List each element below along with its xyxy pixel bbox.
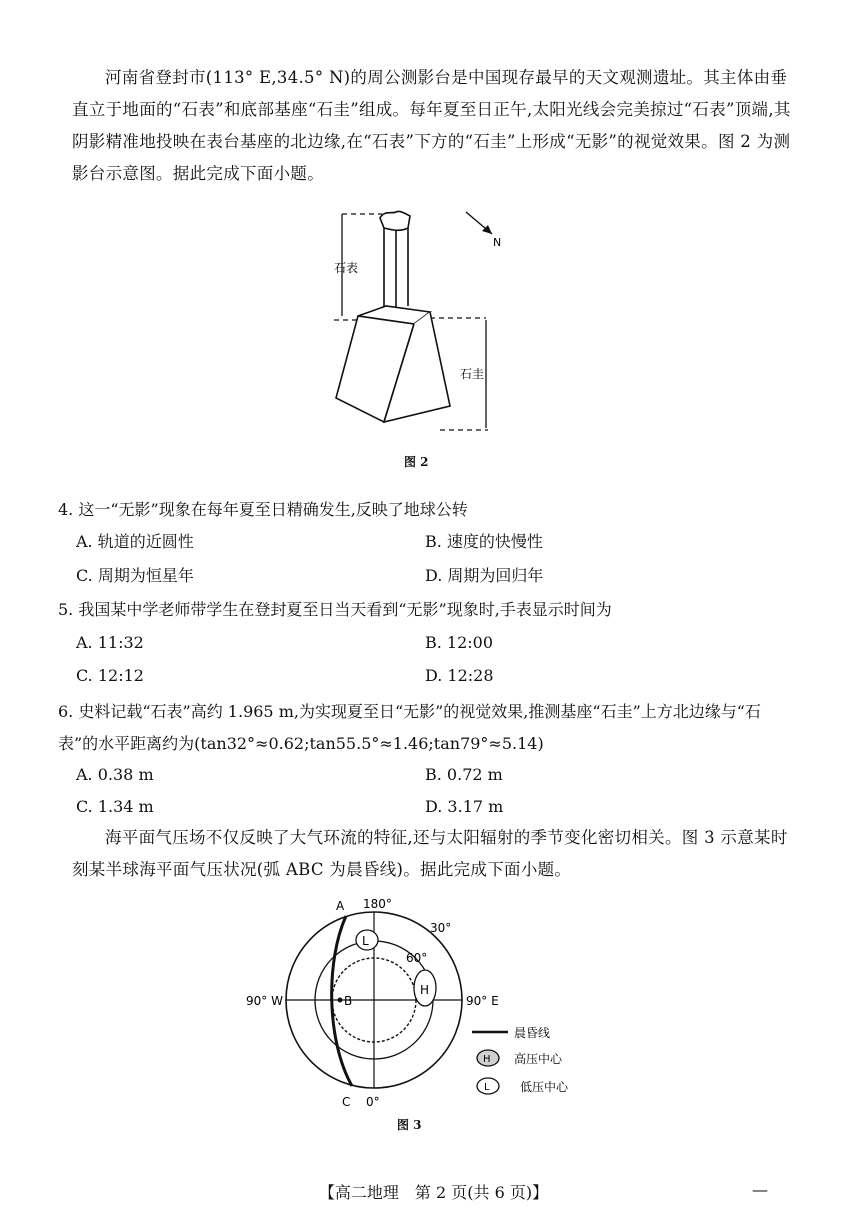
- legend-high-pressure-label: 高压中心: [514, 1052, 563, 1066]
- passage-intro-1: 河南省登封市(113° E,34.5° N)的周公测影台是中国现存最早的天文观测遗址。其主体由垂直立于地面的“石表”和底部基座“石圭”组成。每年夏至日正午,太阳光线会完美掠过“石表”顶端,其阴影精准地投映在表台基座的北边缘,在“石表”下方的“石圭”上形成“无影”的视觉效果。图 2 为测影台示意图。据此完成下面小题。: [72, 68, 791, 183]
- q5-option-c: C. 12:12: [76, 666, 144, 685]
- legend-low-symbol: L: [484, 1082, 490, 1093]
- passage-intro-2: 海平面气压场不仅反映了大气环流的特征,还与太阳辐射的季节变化密切相关。图 3 示意某时刻某半球海平面气压状况(弧 ABC 为晨昏线)。据此完成下面小题。: [72, 828, 788, 879]
- q5-option-a: A. 11:32: [76, 633, 144, 652]
- q6-option-d: D. 3.17 m: [425, 797, 504, 816]
- q4-option-c: C. 周期为恒星年: [76, 566, 194, 585]
- q5-option-d: D. 12:28: [425, 666, 494, 685]
- q6-option-c: C. 1.34 m: [76, 797, 154, 816]
- q4-option-b: B. 速度的快慢性: [425, 532, 543, 551]
- q4-option-d: D. 周期为回归年: [425, 566, 544, 585]
- question-4-stem: 4. 这一“无影”现象在每年夏至日精确发生,反映了地球公转: [58, 500, 468, 519]
- fig3-label-30: 30°: [430, 921, 452, 935]
- fig3-label-180: 180°: [363, 897, 392, 911]
- fig3-point-c: C: [342, 1095, 351, 1109]
- fig3-label-60: 60°: [406, 951, 428, 965]
- figure-3-caption: 图 3: [397, 1118, 422, 1132]
- fig3-point-b: B: [344, 994, 353, 1008]
- fig3-point-a: A: [336, 899, 345, 913]
- question-5-stem: 5. 我国某中学老师带学生在登封夏至日当天看到“无影”现象时,手表显示时间为: [58, 600, 612, 619]
- page-footer: 【高二地理 第 2 页(共 6 页)】: [318, 1183, 549, 1202]
- legend-low-pressure-label: 低压中心: [520, 1080, 569, 1094]
- q5-option-b: B. 12:00: [425, 633, 494, 652]
- figure-2-caption: 图 2: [404, 455, 429, 469]
- fig3-low-center-label: L: [362, 934, 369, 948]
- q4-option-a: A. 轨道的近圆性: [76, 532, 194, 551]
- page-corner-mark: —: [752, 1180, 768, 1199]
- legend-high-symbol: H: [483, 1054, 491, 1065]
- q6-option-a: A. 0.38 m: [76, 765, 154, 784]
- legend-terminator-label: 晨昏线: [514, 1026, 551, 1040]
- figure-3-diagram: [230, 890, 610, 1110]
- figure-2-diagram: [300, 200, 530, 440]
- fig3-label-90w: 90° W: [246, 994, 283, 1008]
- question-6-stem: 6. 史料记载“石表”高约 1.965 m,为实现夏至日“无影”的视觉效果,推测基座“石圭”上方北边缘与“石表”的水平距离约为(tan32°≈0.62;tan55.5°≈1.46;tan79°≈5.14): [58, 702, 761, 753]
- fig2-label-north: N: [493, 236, 502, 249]
- fig2-label-shigui: 石圭: [460, 367, 485, 381]
- fig3-label-90e: 90° E: [466, 994, 499, 1008]
- fig3-high-center-label: H: [420, 983, 430, 997]
- fig2-label-shibiao: 石表: [334, 261, 359, 275]
- q6-option-b: B. 0.72 m: [425, 765, 503, 784]
- fig3-label-0: 0°: [366, 1095, 380, 1109]
